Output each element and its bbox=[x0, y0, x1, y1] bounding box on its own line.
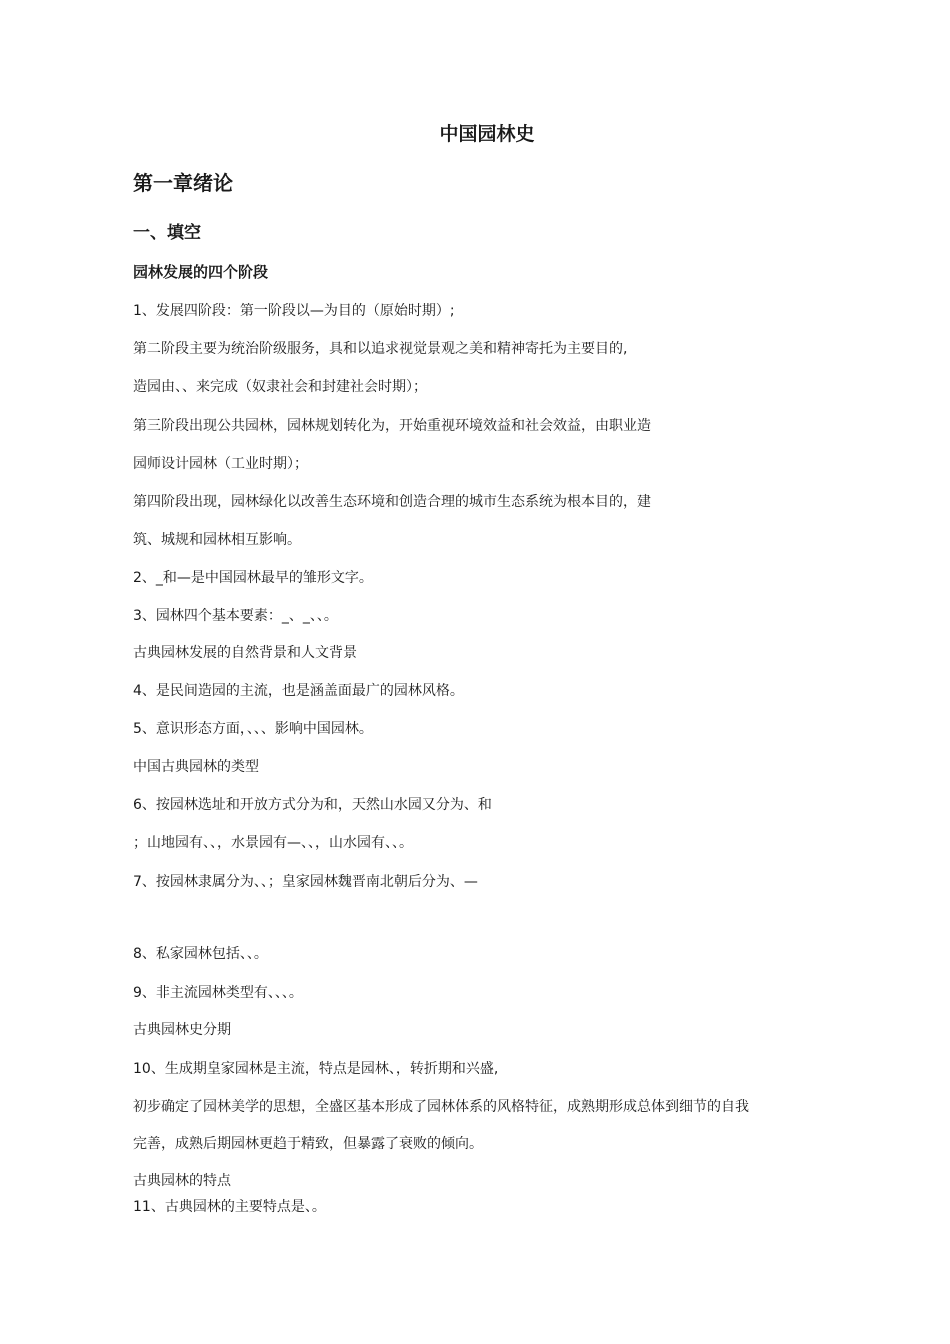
text-line: ；山地园有、、，水景园有—、、，山水园有、、。 bbox=[133, 835, 413, 851]
text-line: 第二阶段主要为统治阶级服务，具和以追求视觉景观之美和精神寄托为主要目的, bbox=[133, 341, 628, 357]
text-line: 古典园林发展的自然背景和人文背景 bbox=[133, 645, 357, 661]
chapter-heading: 第一章绪论 bbox=[133, 171, 233, 195]
text-line: 4、是民间造园的主流，也是涵盖面最广的园林风格。 bbox=[133, 683, 464, 699]
text-line: 5、意识形态方面，、、、影响中国园林。 bbox=[133, 721, 373, 737]
text-line: 完善，成熟后期园林更趋于精致，但暴露了衰败的倾向。 bbox=[133, 1136, 483, 1152]
text-line: 9、非主流园林类型有、、、。 bbox=[133, 985, 303, 1001]
text-line: 3、园林四个基本要素：_、_、、。 bbox=[133, 608, 338, 624]
text-line: 初步确定了园林美学的思想，全盛区基本形成了园林体系的风格特征，成熟期形成总体到细节的自我 bbox=[133, 1099, 749, 1115]
text-line: 11、古典园林的主要特点是、。 bbox=[133, 1199, 326, 1215]
text-line: 造园由、、来完成（奴隶社会和封建社会时期）； bbox=[133, 379, 427, 395]
text-line: 古典园林史分期 bbox=[133, 1022, 231, 1038]
text-line: 第三阶段出现公共园林，园林规划转化为，开始重视环境效益和社会效益，由职业造 bbox=[133, 418, 651, 434]
text-line: 1、发展四阶段：第一阶段以—为目的（原始时期）; bbox=[133, 303, 455, 319]
document-title: 中国园林史 bbox=[439, 123, 535, 145]
text-line: 10、生成期皇家园林是主流，特点是园林、，转折期和兴盛, bbox=[133, 1061, 499, 1077]
text-line: 7、按园林隶属分为、、；皇家园林魏晋南北朝后分为、— bbox=[133, 874, 478, 890]
subsection-heading: 园林发展的四个阶段 bbox=[133, 263, 269, 281]
section-heading: 一、填空 bbox=[133, 223, 201, 243]
text-line: 2、_和—是中国园林最早的雏形文字。 bbox=[133, 570, 373, 586]
text-line: 6、按园林选址和开放方式分为和，天然山水园又分为、和 bbox=[133, 797, 492, 813]
text-line: 8、私家园林包括、、。 bbox=[133, 946, 268, 962]
text-line: 第四阶段出现，园林绿化以改善生态环境和创造合理的城市生态系统为根本目的，建 bbox=[133, 494, 651, 510]
text-line: 中国古典园林的类型 bbox=[133, 759, 259, 775]
text-line: 筑、城规和园林相互影响。 bbox=[133, 532, 301, 548]
text-line: 古典园林的特点 bbox=[133, 1173, 231, 1189]
text-line: 园师设计园林（工业时期）； bbox=[133, 456, 308, 472]
